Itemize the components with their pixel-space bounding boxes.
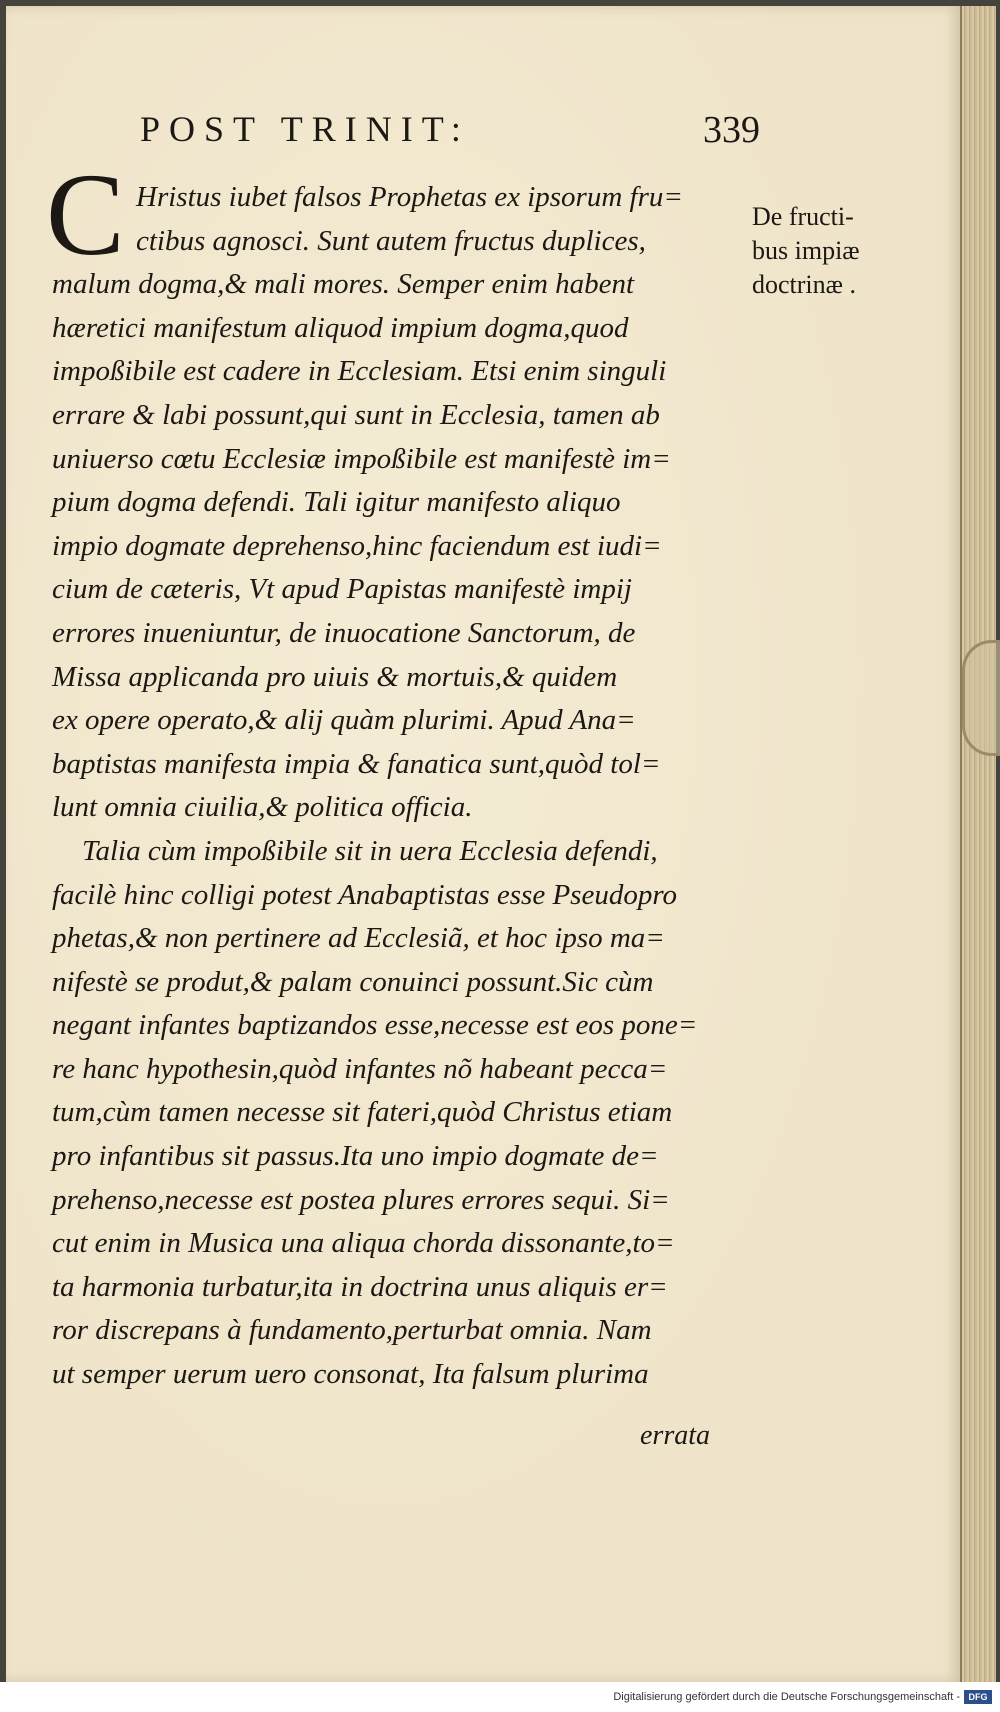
text-line: pium dogma defendi. Tali igitur manifesto aliquo xyxy=(52,486,621,519)
text-line: ut semper uerum uero consonat, Ita falsum plurima xyxy=(52,1358,649,1391)
text-line: malum dogma,& mali mores. Semper enim habent xyxy=(52,268,635,301)
text-line: negant infantes baptizandos esse,necesse est eos pone= xyxy=(52,1009,698,1042)
funding-notice: Digitalisierung gefördert durch die Deutsche Forschungsgemeinschaft - xyxy=(613,1691,960,1703)
text-line: ex opere operato,& alij quàm plurimi. Apud Ana= xyxy=(52,704,636,737)
text-line: nifestè se produt,& palam conuinci possunt.Sic cùm xyxy=(52,965,654,998)
page-number: 339 xyxy=(703,109,760,151)
text-line: ror discrepans à fundamento,perturbat omnia. Nam xyxy=(52,1314,652,1347)
page-edges xyxy=(960,6,996,1682)
text-line: impio dogmate deprehenso,hinc faciendum est iudi= xyxy=(52,529,662,562)
text-line: re hanc hypothesin,quòd infantes nõ habeant pecca= xyxy=(52,1052,668,1085)
text-line: uniuerso cœtu Ecclesiæ impoßibile est manifestè im= xyxy=(52,442,671,475)
text-line: impoßibile est cadere in Ecclesiam. Etsi enim singuli xyxy=(52,355,667,388)
text-line: pro infantibus sit passus.Ita uno impio dogmate de= xyxy=(52,1140,659,1173)
text-line: cut enim in Musica una aliqua chorda dissonante,to= xyxy=(52,1227,675,1260)
text-line: facilè hinc colligi potest Anabaptistas esse Pseudopro xyxy=(52,878,678,911)
text-line: errores inueniuntur, de inuocatione Sanctorum, de xyxy=(52,616,636,649)
text-line: hæretici manifestum aliquod impium dogma,quod xyxy=(52,311,629,344)
dfg-logo-icon: DFG xyxy=(964,1690,992,1704)
book-clasp xyxy=(962,640,1000,756)
text-line: phetas,& non pertinere ad Ecclesiã, et hoc ipso ma= xyxy=(52,922,665,955)
text-line: lunt omnia ciuilia,& politica officia. xyxy=(52,791,473,824)
text-line: ta harmonia turbatur,ita in doctrina unus aliquis er= xyxy=(52,1270,668,1303)
text-line: Hristus iubet falsos Prophetas ex ipsorum fru= xyxy=(136,181,683,213)
catchword: errata xyxy=(640,1420,710,1451)
drop-cap: C xyxy=(46,149,125,280)
main-text xyxy=(52,176,752,1397)
text-line: ctibus agnosci. Sunt autem fructus duplices, xyxy=(136,224,646,257)
marginal-note-line: bus impiæ xyxy=(752,236,860,265)
text-line: errare & labi possunt,qui sunt in Ecclesia, tamen ab xyxy=(52,398,660,431)
text-line: prehenso,necesse est postea plures errores sequi. Si= xyxy=(52,1183,670,1216)
running-head: POST TRINIT: xyxy=(140,109,470,149)
marginal-note-line: De fructi- xyxy=(752,202,854,231)
footer-bar xyxy=(0,1682,1000,1712)
text-line: tum,cùm tamen necesse sit fateri,quòd Christus etiam xyxy=(52,1096,673,1129)
marginal-note-line: doctrinæ . xyxy=(752,270,856,299)
text-line: Talia cùm impoßibile sit in uera Ecclesia defendi, xyxy=(82,834,658,867)
page-header xyxy=(140,108,760,158)
marginal-note xyxy=(752,200,932,302)
text-line: baptistas manifesta impia & fanatica sunt,quòd tol= xyxy=(52,747,661,780)
text-line: cium de cæteris, Vt apud Papistas manifestè impij xyxy=(52,573,632,606)
text-line: Missa applicanda pro uiuis & mortuis,& quidem xyxy=(52,660,618,693)
